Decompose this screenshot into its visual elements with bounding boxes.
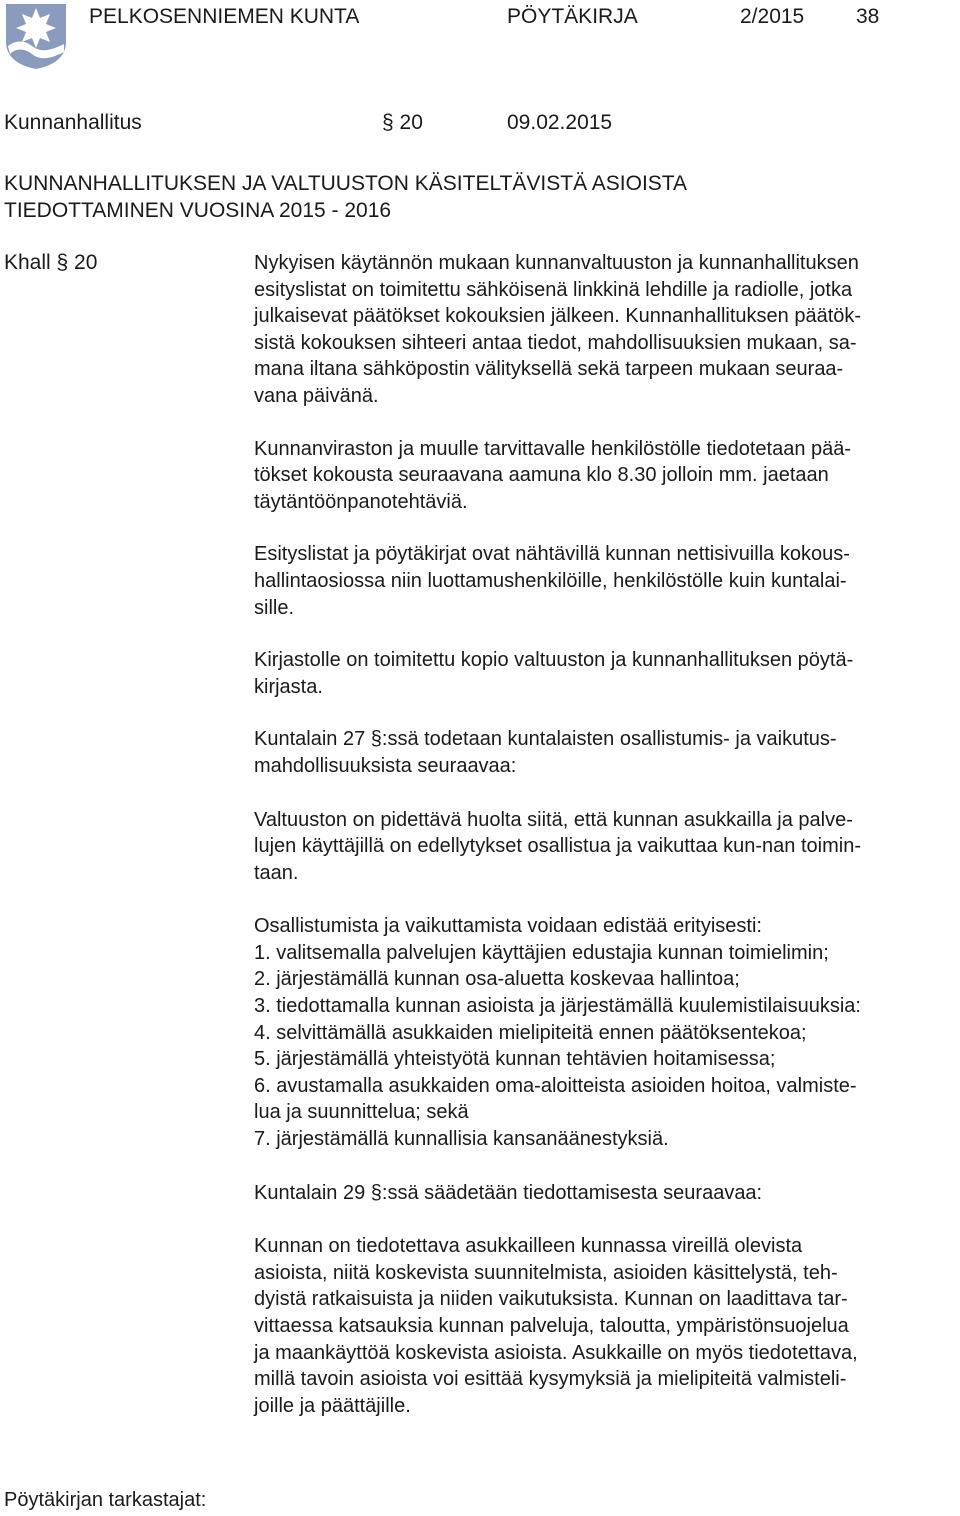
page-number: 38 — [856, 5, 880, 28]
coat-of-arms-logo — [4, 2, 68, 70]
document-type: PÖYTÄKIRJA — [507, 5, 638, 28]
paragraph-law-27: Kuntalain 27 §:ssä todetaan kuntalaisten osallistumis- ja vaikutus- mahdollisuuksista seuraavaa: — [254, 728, 837, 777]
meeting-body: Kunnanhallitus — [4, 111, 142, 134]
paragraph-library: Kirjastolle on toimitettu kopio valtuuston ja kunnanhallituksen pöytä- kirjasta. — [254, 649, 854, 698]
paragraph-current-practice: Nykyisen käytännön mukaan kunnanvaltuuston ja kunnanhallituksen esityslistat on toimitettu sähköisenä linkkinä lehdille ja radiolle, jotka julkaisevat päätökset kokouksien jälkeen. Kunnanhallituksen päätök- sistä kokouksen sihteeri antaa tiedot, mahdollisuuksien mukaan, sa- mana iltana sähköpostin välityksellä sekä tarpeen mukaan seuraa- vana päivänä. — [254, 252, 862, 407]
page-title: KUNNANHALLITUKSEN JA VALTUUSTON KÄSITELTÄVISTÄ ASIOISTA TIEDOTTAMINEN VUOSINA 2015 - 2016 — [4, 172, 688, 222]
paragraph-staff-notice: Kunnanviraston ja muulle tarvittavalle henkilöstölle tiedotetaan pää- tökset kokousta seuraavana aamuna klo 8.30 jolloin mm. jaetaan täytäntöönpanotehtäviä. — [254, 437, 852, 513]
paragraph-website: Esityslistat ja pöytäkirjat ovat nähtävillä kunnan nettisivuilla kokous- hallintaosiossa niin luottamushenkilöille, henkilöstölle kuin kuntalai- sille. — [254, 543, 850, 619]
document-number: 2/2015 — [740, 5, 805, 28]
paragraph-law-29: Kuntalain 29 §:ssä säädetään tiedottamisesta seuraavaa: — [254, 1181, 763, 1204]
footer-reviewers-label: Pöytäkirjan tarkastajat: — [4, 1489, 207, 1511]
meeting-date: 09.02.2015 — [507, 111, 613, 134]
paragraph-informing: Kunnan on tiedotettava asukkailleen kunnassa vireillä olevista asioista, niitä koskevista suunnitelmista, asioiden käsittelystä, teh- dyistä ratkaisuista ja niiden vaikutuksista. Kunnan on laadittava tar- vittaessa katsauksia kunnan palveluja, taloutta, ympäristönsuojelua ja maankäyttöä koskevista asioista. Asukkaille on myös tiedotettava, millä tavoin asioista voi esittää kysymyksiä ja mielipiteitä valmisteli- joille ja päättäjille. — [254, 1235, 858, 1417]
paragraph-participation-list: Osallistumista ja vaikuttamista voidaan edistää erityisesti: 1. valitsemalla palvelujen käyttäjien edustajia kunnan toimielimin; 2. järjestämällä kunnan osa-aluetta koskevaa hallintoa; 3. tiedottamalla kunnan asioista ja järjestämällä kuulemistilaisuuksia: 4. selvittämällä asukkaiden mielipiteitä ennen päätöksentekoa; 5. järjestämällä yhteistyötä kunnan tehtävien hoitamisessa; 6. avustamalla asukkaiden oma-aloitteista asioiden hoitoa, valmiste- lua ja suunnittelua; sekä 7. järjestämällä kunnallisia kansanäänestyksiä. — [254, 915, 861, 1151]
document-body — [254, 250, 959, 1419]
section-number: § 20 — [382, 111, 423, 134]
paragraph-council-duty: Valtuuston on pidettävä huolta siitä, että kunnan asukkailla ja palve- lujen käyttäjillä on edellytykset osallistua ja vaikuttaa kun-nan toimin- taan. — [254, 808, 861, 884]
section-label: Khall § 20 — [4, 251, 98, 274]
municipality-name: PELKOSENNIEMEN KUNTA — [89, 5, 360, 28]
